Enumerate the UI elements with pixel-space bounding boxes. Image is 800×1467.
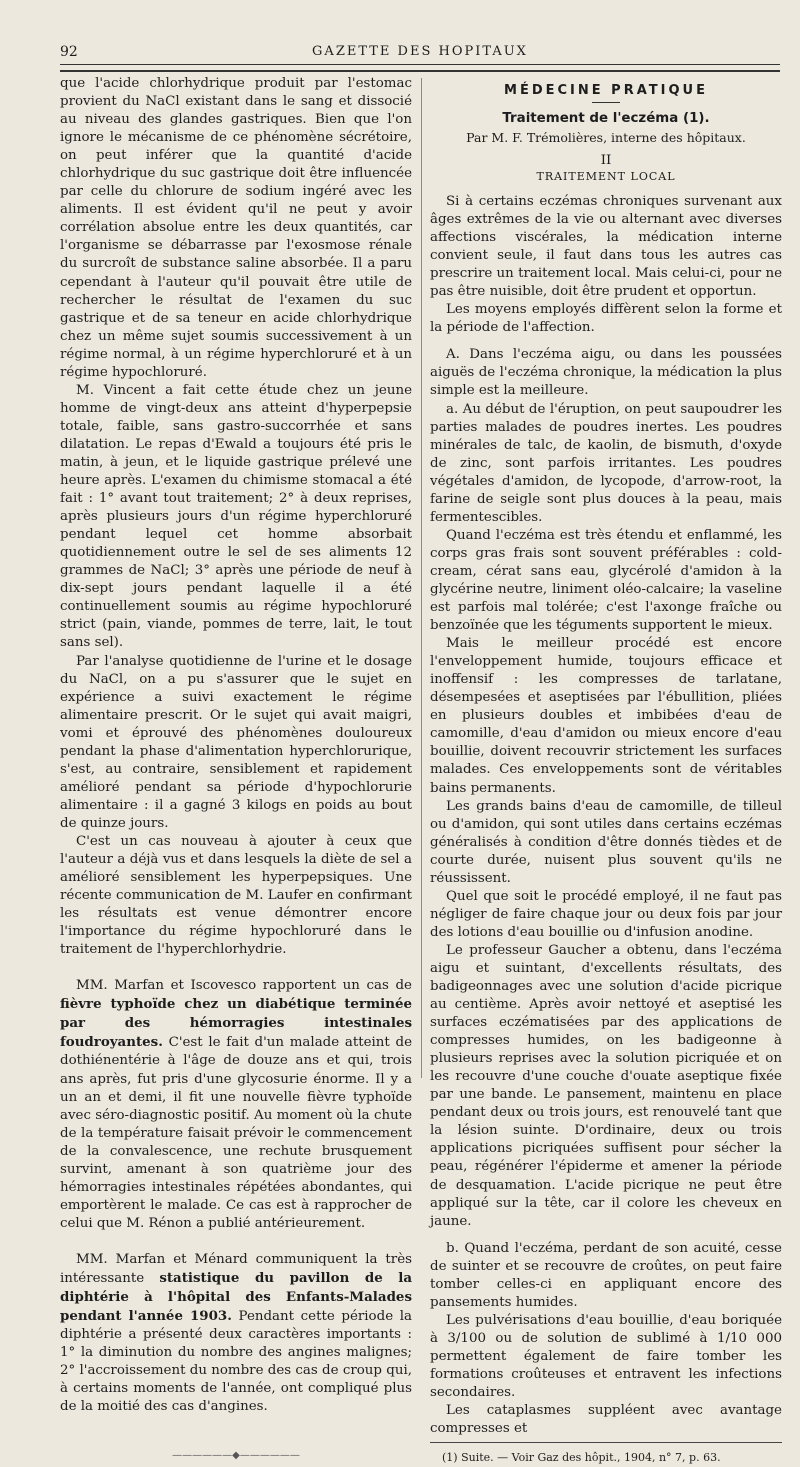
footnote: (1) Suite. — Voir Gaz des hôpit., 1904, n° 7, p. 63. <box>442 1451 721 1465</box>
paragraph: Les cataplasmes suppléent avec avantage compresses et <box>430 1403 782 1437</box>
bold-topic: statistique du pavillon de la diphtérie à l'hôpital des Enfants-Malades pendant l'année 1903. <box>60 1270 412 1325</box>
paragraph: Par l'analyse quotidienne de l'urine et le dosage du NaCl, on a pu s'assurer que le sujet en expérience a suivi exactement le régime alimentaire prescrit. Or le sujet qui avait maigri, vomi et éprouvé des phénomènes douloureux pendant la phase d'alimentation hyperchlorurique, s'est, au contraire, sensiblement et rapidement amélioré pendant sa période d'hypochlorurie alimentaire : il a gagné 3 kilogs en poids au bout de quinze jours. <box>60 653 412 831</box>
paragraph: Si à certains eczémas chroniques survenant aux âges extrêmes de la vie ou alternant avec diverses affections viscérales, la médication interne convient seule, il faut dans tous les autres cas prescrire un traitement local. Mais celui-ci, pour ne pas être nuisible, doit être prudent et opportun. <box>430 194 782 300</box>
column-divider <box>421 78 422 1078</box>
paragraph: A. Dans l'eczéma aigu, ou dans les poussées aiguës de l'eczéma chronique, la médication la plus simple est la meilleure. <box>430 347 782 399</box>
page-number: 92 <box>60 44 78 60</box>
right-column <box>430 75 782 1467</box>
paragraph-diphtheria: MM. Marfan et Ménard communiquent la très intéressante statistique du pavillon de la diphtérie à l'hôpital des Enfants-Malades pendant l'année 1903. Pendant cette période la diphtérie a présenté deux caractères importants : 1° la diminution du nombre des angines malignes; 2° l'accroissement du nombre des cas de croup qui, à certains moments de l'année, ont compliqué plus de la moitié des cas d'angines. <box>60 1251 412 1415</box>
running-title: GAZETTE DES HOPITAUX <box>312 44 528 59</box>
bold-topic: fièvre typhoïde chez un diabétique terminée par des hémorragies intestinales foudroyantes. <box>60 996 412 1051</box>
footnote-rule <box>430 1442 782 1443</box>
paragraph: M. Vincent a fait cette étude chez un jeune homme de vingt-deux ans atteint d'hyperpepsie totale, faible, sans gastro-succorrhée et sans dilatation. Le repas d'Ewald a toujours été pris le matin, à jeun, et le liquide gastrique prélevé une heure après. L'examen du chimisme stomacal a été fait : 1° avant tout traitement; 2° à deux reprises, après plusieurs jours d'un régime hyperchloruré pendant lequel cet homme absorbait quotidiennement outre le sel de ses aliments 12 grammes de NaCl; 3° après une période de neuf à dix-sept jours pendant laquelle il a été continuellement soumis au régime hypochloruré strict (pain, viande, pommes de terre, lait, le tout sans sel). <box>60 382 412 651</box>
short-rule <box>592 102 620 103</box>
section-title: MÉDECINE PRATIQUE <box>504 83 708 98</box>
header-rule <box>60 64 780 72</box>
paragraph: Les moyens employés diffèrent selon la forme et la période de l'affection. <box>430 302 782 336</box>
part-number: II <box>600 153 612 168</box>
paragraph: Le professeur Gaucher a obtenu, dans l'eczéma aigu et suintant, d'excellents résultats, des badigeonnages avec une solution d'acide picrique au centième. Après avoir nettoyé et aseptisé les surfaces eczématisées par des applications de compresses humides, on les badigeonne à plusieurs reprises avec la solution picriquée et on les recouvre d'une couche d'ouate aseptique fixée par une bande. Le pansement, maintenu en place pendant deux ou trois jours, est renouvelé tant que la lésion suinte. D'ordinaire, deux ou trois applications picriquées suffisent pour sécher la peau, régénérer l'épiderme et amener la période de desquamation. L'acide picrique ne peut être appliqué sur la tête, car il colore les cheveux en jaune. <box>430 942 782 1229</box>
paragraph: Quel que soit le procédé employé, il ne faut pas négliger de faire chaque jour ou deux fois par jour des lotions d'eau bouillie ou d'infusion anodine. <box>430 888 782 940</box>
left-column <box>60 75 412 1461</box>
paragraph: b. Quand l'eczéma, perdant de son acuité, cesse de suinter et se recouvre de croûtes, on peut faire tomber celles-ci en appliquant encore des pansements humides. <box>430 1240 782 1310</box>
part-title: TRAITEMENT LOCAL <box>536 170 676 183</box>
paragraph: que l'acide chlorhydrique produit par l'estomac provient du NaCl existant dans le sang et dissocié au niveau des glandes gastriques. Bien que l'on ignore le mécanisme de ce phénomène sécrétoire, on peut inférer que la quantité d'acide chlorhydrique du suc gastrique doit être influencée par celle du chlorure de sodium ingéré avec les aliments. Il est évident qu'il ne peut y avoir corrélation absolue entre les deux quantités, car l'organisme se débarrasse par l'exosmose rénale du surcroît de substance saline absorbée. Il a paru cependant à l'auteur qu'il pouvait être utile de rechercher le résultat de l'examen du suc gastrique et de sa teneur en acide chlorhydrique chez un même sujet soumis successivement à un régime normal, à un régime hyperchloruré et à un régime hypochloruré. <box>60 76 412 380</box>
byline: Par M. F. Trémolières, interne des hôpitaux. <box>466 130 746 145</box>
paragraph: Les grands bains d'eau de camomille, de tilleul ou d'amidon, qui sont utiles dans certains eczémas généralisés à condition d'être donnés tièdes et de courte durée, nuisent plus souvent qu'ils ne réussissent. <box>430 798 782 886</box>
paragraph-typhoid: MM. Marfan et Iscovesco rapportent un cas de fièvre typhoïde chez un diabétique terminée par des hémorragies intestinales foudroyantes. C'est le fait d'un malade atteint de dothiénentérie à l'âge de douze ans et qui, trois ans après, fut pris d'une glycosurie énorme. Il y a un an et demi, il fit une nouvelle fièvre typhoïde avec séro-diagnostic positif. Au moment où la chute de la température faisait prévoir le commencement de la convalescence, une rechute brusquement survint, amenant à son quatrième jour des hémorragies intestinales répétées abondantes, qui emportèrent le malade. Ce cas est à rapprocher de celui que M. Rénon a publié antérieurement. <box>60 978 412 1231</box>
article-title: Traitement de l'eczéma (1). <box>502 111 710 126</box>
paragraph: Mais le meilleur procédé est encore l'enveloppement humide, toujours efficace et inoffensif : les compresses de tarlatane, désempesées et aseptisées par l'ébullition, pliées en plusieurs doubles et imbibées d'eau de camomille, d'eau d'amidon ou mieux encore d'eau bouillie, doivent recouvrir strictement les surfaces malades. Ces enveloppements sont de véritables bains permanents. <box>430 636 782 796</box>
paragraph: Les pulvérisations d'eau bouillie, d'eau boriquée à 3/100 ou de solution de sublimé à 1/10 000 permettent également de faire tomber les formations croûteuses et entravent les infections secondaires. <box>430 1312 782 1401</box>
page-header <box>60 44 780 64</box>
paragraph: C'est un cas nouveau à ajouter à ceux que l'auteur a déjà vus et dans lesquels la diète de sel a amélioré sensiblement les hyperpepsiques. Une récente communication de M. Laufer en confirmant les résultats est venue démontrer encore l'importance du régime hypochloruré dans le traitement de l'hyperchlorhydrie. <box>60 833 412 958</box>
paragraph: Quand l'eczéma est très étendu et enflammé, les corps gras frais sont souvent préférables : cold-cream, cérat sans eau, glycérolé d'amidon à la glycérine neutre, liniment oléo-calcaire; la vaseline est parfois mal tolérée; c'est l'axonge fraîche ou benzoïnée que les téguments supportent le mieux. <box>430 527 782 634</box>
paragraph: a. Au début de l'éruption, on peut saupoudrer les parties malades de poudres inertes. Les poudres minérales de talc, de kaolin, de bismuth, d'oxyde de zinc, sont parfois irritantes. Les poudres végétales d'amidon, de lycopode, d'arrow-root, la farine de seigle sont plus douces à la peau, mais fermentescibles. <box>430 401 782 525</box>
ornament-rule: ——————◆—————— <box>172 1450 300 1462</box>
